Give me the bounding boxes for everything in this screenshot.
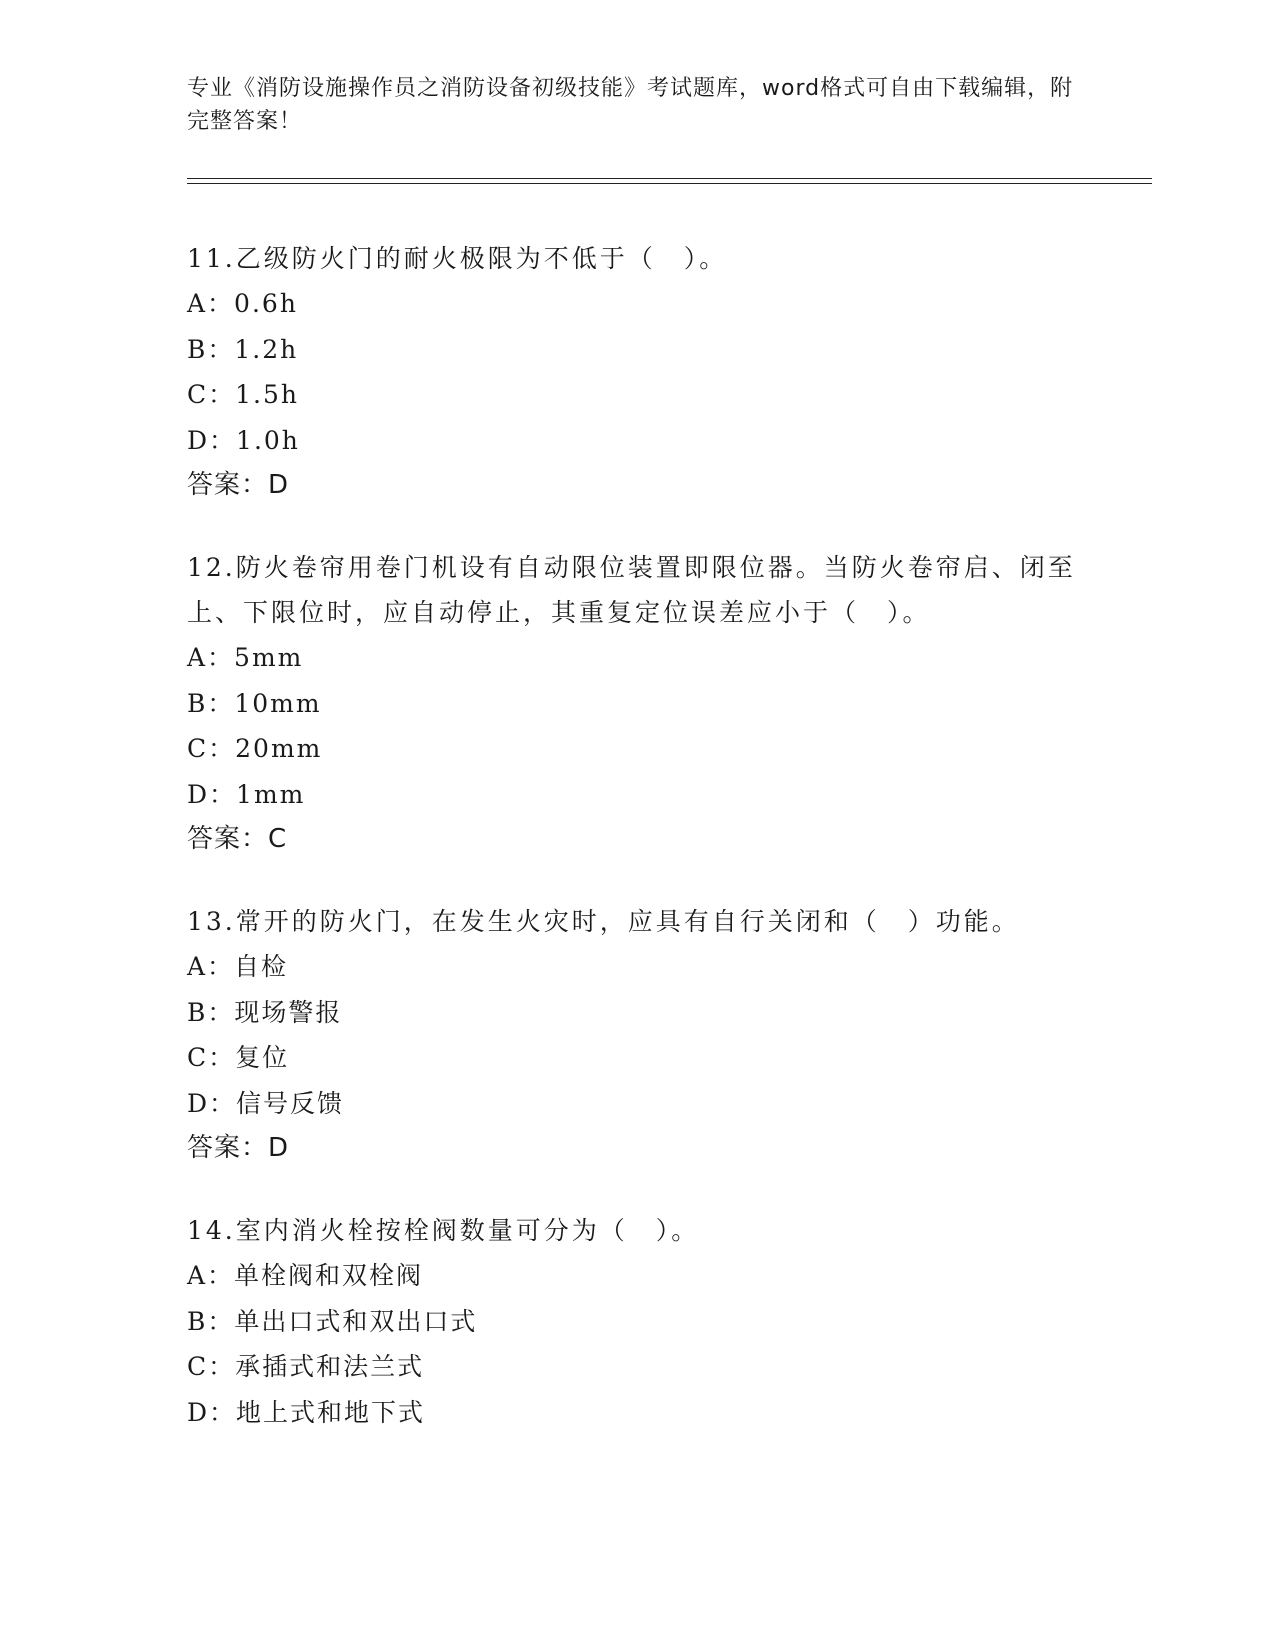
header-divider-top bbox=[187, 178, 1152, 179]
option-a: A：0.6h bbox=[187, 289, 298, 318]
header-divider-bottom bbox=[187, 183, 1152, 184]
question-list bbox=[187, 236, 1087, 1473]
question-stem: 14.室内消火栓按栓阀数量可分为（ ）。 bbox=[187, 1216, 700, 1245]
option-a: A：5mm bbox=[187, 643, 304, 672]
question-stem: 12.防火卷帘用卷门机设有自动限位装置即限位器。当防火卷帘启、闭至上、下限位时，应自动停止，其重复定位误差应小于（ ）。 bbox=[187, 553, 1076, 627]
option-a: A：单栓阀和双栓阀 bbox=[187, 1261, 424, 1290]
option-d: D：信号反馈 bbox=[187, 1088, 345, 1118]
answer: 答案：C bbox=[187, 824, 288, 854]
option-d: D：地上式和地下式 bbox=[187, 1397, 426, 1427]
option-c: C：20mm bbox=[187, 734, 323, 763]
answer: 答案：D bbox=[187, 1133, 290, 1163]
option-a: A：自检 bbox=[187, 952, 289, 981]
question-12 bbox=[187, 545, 1087, 861]
option-b: B：1.2h bbox=[187, 334, 299, 364]
option-b: B：10mm bbox=[187, 688, 322, 718]
option-c: C：1.5h bbox=[187, 380, 299, 409]
option-d: D：1mm bbox=[187, 779, 306, 809]
option-b: B：单出口式和双出口式 bbox=[187, 1306, 478, 1336]
question-11 bbox=[187, 236, 1087, 507]
option-c: C：复位 bbox=[187, 1043, 290, 1072]
question-13 bbox=[187, 899, 1087, 1170]
option-d: D：1.0h bbox=[187, 425, 300, 455]
question-stem: 11.乙级防火门的耐火极限为不低于（ ）。 bbox=[187, 244, 728, 273]
question-14 bbox=[187, 1208, 1087, 1435]
option-b: B：现场警报 bbox=[187, 997, 343, 1027]
document-header: 专业《消防设施操作员之消防设备初级技能》考试题库，word格式可自由下载编辑，附完整答案！ bbox=[187, 76, 1074, 134]
answer: 答案：D bbox=[187, 470, 290, 500]
option-c: C：承插式和法兰式 bbox=[187, 1352, 425, 1381]
question-stem: 13.常开的防火门，在发生火灾时，应具有自行关闭和（ ）功能。 bbox=[187, 907, 1020, 936]
